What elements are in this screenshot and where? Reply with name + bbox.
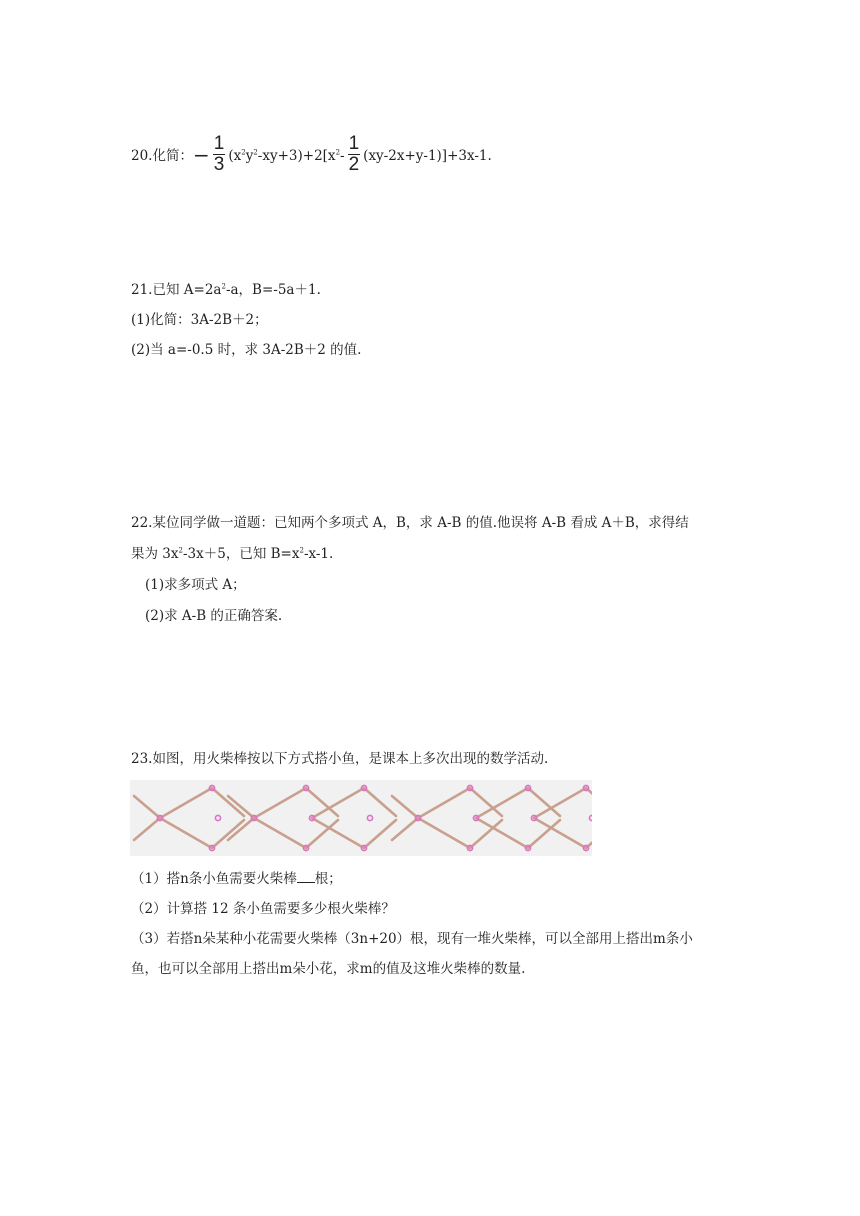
matchstick-fish-figure (130, 780, 592, 856)
minus-sign: − (192, 142, 210, 167)
question-23-line1: 23.如图，用火柴棒按以下方式搭小鱼，是课本上多次出现的数学活动. (131, 751, 549, 767)
question-21-line2: (1)化简：3A-2B＋2； (131, 312, 268, 328)
q20-part5: (xy-2x+y-1)]+3x-1. (363, 148, 492, 164)
question-23-line3: （2）计算搭 12 条小鱼需要多少根火柴棒？ (131, 901, 395, 917)
answer-blank[interactable] (297, 870, 315, 883)
q22-line2a: 果为 3x (131, 546, 179, 562)
q20-lead: 20.化简： (131, 148, 193, 164)
question-22-line2 (131, 542, 333, 562)
question-21-line1 (131, 278, 321, 298)
q23-line2b: 根； (314, 871, 342, 887)
q20-part4: - (340, 148, 345, 164)
q20-part2: y (245, 148, 254, 164)
q20-part3: -xy+3)+2[x (257, 148, 336, 164)
q23-line2a: （1）搭n条小鱼需要火柴棒 (131, 871, 297, 887)
question-22-line4: (2)求 A-B 的正确答案. (145, 608, 283, 624)
q21-line1b: -a，B=-5a＋1. (225, 282, 321, 298)
question-20 (131, 133, 492, 177)
q22-line2b: -3x＋5，已知 B=x (182, 546, 300, 562)
question-23-line4: （3）若搭n朵某种小花需要火柴棒（3n+20）根，现有一堆火柴棒，可以全部用上搭出m条小 (131, 931, 693, 947)
question-23-line2 (131, 867, 342, 887)
question-23-line5: 鱼，也可以全部用上搭出m朵小花，求m的值及这堆火柴棒的数量. (131, 961, 526, 977)
q22-line2c: -x-1. (303, 546, 334, 562)
q22-sup2: 2 (299, 546, 304, 555)
question-22-line3: (1)求多项式 A； (145, 577, 246, 593)
q20-sup2: 2 (253, 148, 258, 157)
frac1-numerator: 1 (213, 133, 225, 154)
q21-sup: 2 (221, 282, 226, 291)
q20-part1: (x (228, 148, 242, 164)
frac2-numerator: 1 (348, 133, 360, 154)
fraction-one-half (348, 134, 361, 175)
fraction-one-third (213, 134, 226, 175)
frac1-denominator: 3 (213, 154, 225, 175)
q20-sup1: 2 (241, 148, 246, 157)
question-21-line3: (2)当 a=-0.5 时，求 3A-2B＋2 的值. (131, 342, 362, 358)
q22-sup1: 2 (178, 546, 183, 555)
question-22-line1: 22.某位同学做一道题：已知两个多项式 A，B，求 A-B 的值.他误将 A-B 看成 A＋B，求得结 (131, 515, 689, 531)
frac2-denominator: 2 (348, 154, 360, 175)
q20-sup3: 2 (335, 148, 341, 157)
q21-line1a: 21.已知 A=2a (131, 282, 222, 298)
